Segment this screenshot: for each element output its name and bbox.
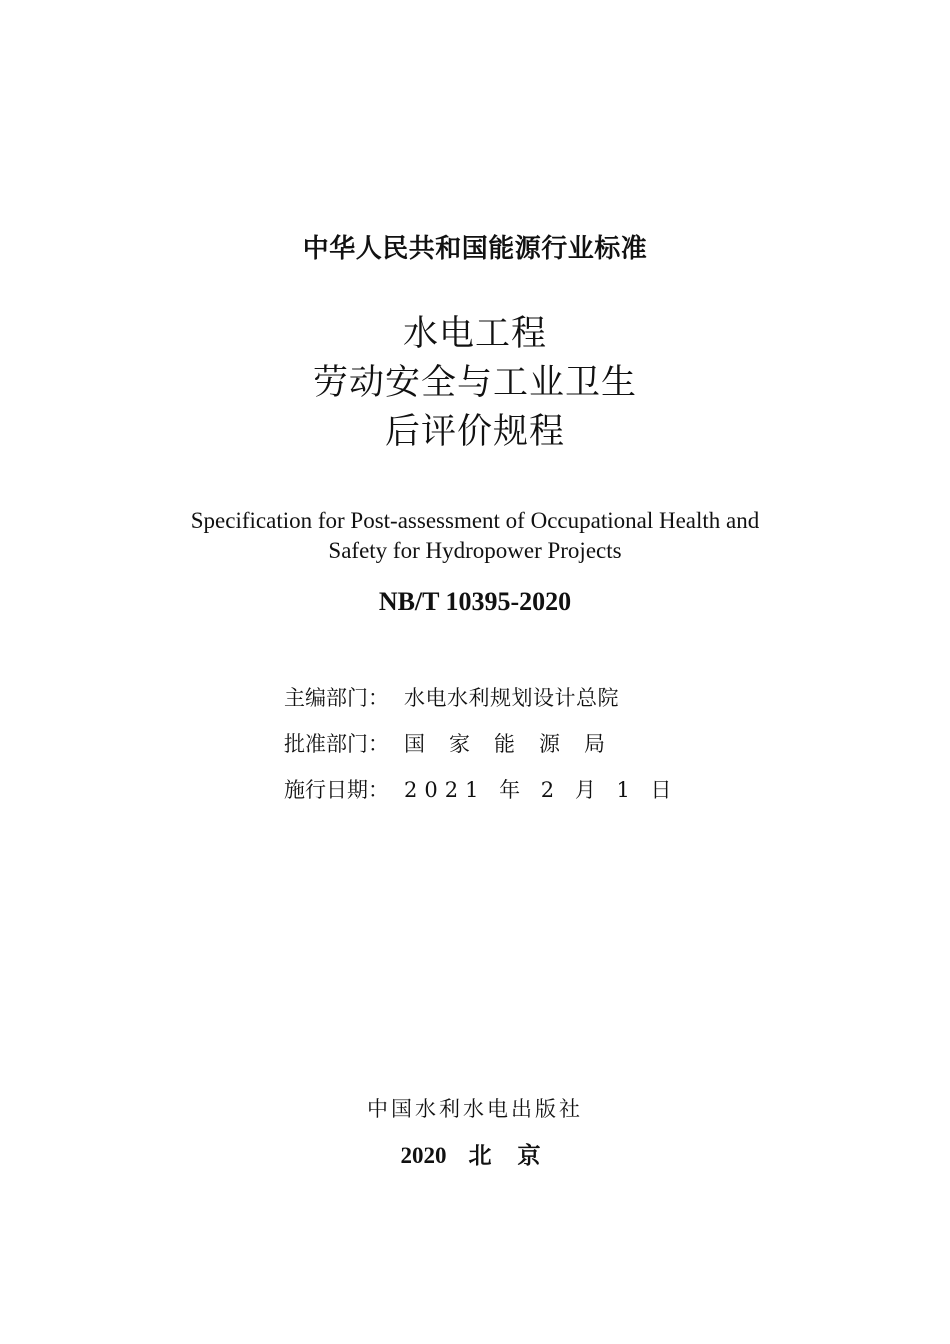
publication-place-year: [0, 1140, 950, 1172]
document-title: [0, 310, 950, 457]
editor-label: 主编部门：: [284, 686, 389, 710]
info-row-editor: [284, 674, 679, 720]
publication-city: 北 京: [468, 1143, 550, 1169]
info-row-effective-date: [284, 766, 679, 812]
issuance-info: [284, 674, 679, 812]
standard-number: NB/T 10395-2020: [378, 587, 572, 616]
approver-value: 国家能源局: [404, 732, 629, 756]
info-row-approver: [284, 720, 679, 766]
editor-value: 水电水利规划设计总院: [404, 686, 619, 710]
english-title-line-2: Safety for Hydropower Projects: [328, 538, 622, 563]
series-title: 中华人民共和国能源行业标准: [302, 234, 648, 264]
title-line-2: 劳动安全与工业卫生: [312, 363, 637, 403]
publisher-name: 中国水利水电出版社: [367, 1097, 583, 1121]
effective-date-label: 施行日期：: [284, 778, 389, 802]
effective-date-value: 2021 年 2 月 1 日: [404, 778, 679, 802]
title-line-3: 后评价规程: [384, 412, 565, 452]
english-title-line-1: Specification for Post-assessment of Occupational Health and: [190, 508, 760, 533]
english-title: [0, 506, 950, 566]
title-line-1: 水电工程: [402, 314, 547, 354]
publication-year: 2020: [400, 1143, 447, 1168]
approver-label: 批准部门：: [284, 732, 389, 756]
